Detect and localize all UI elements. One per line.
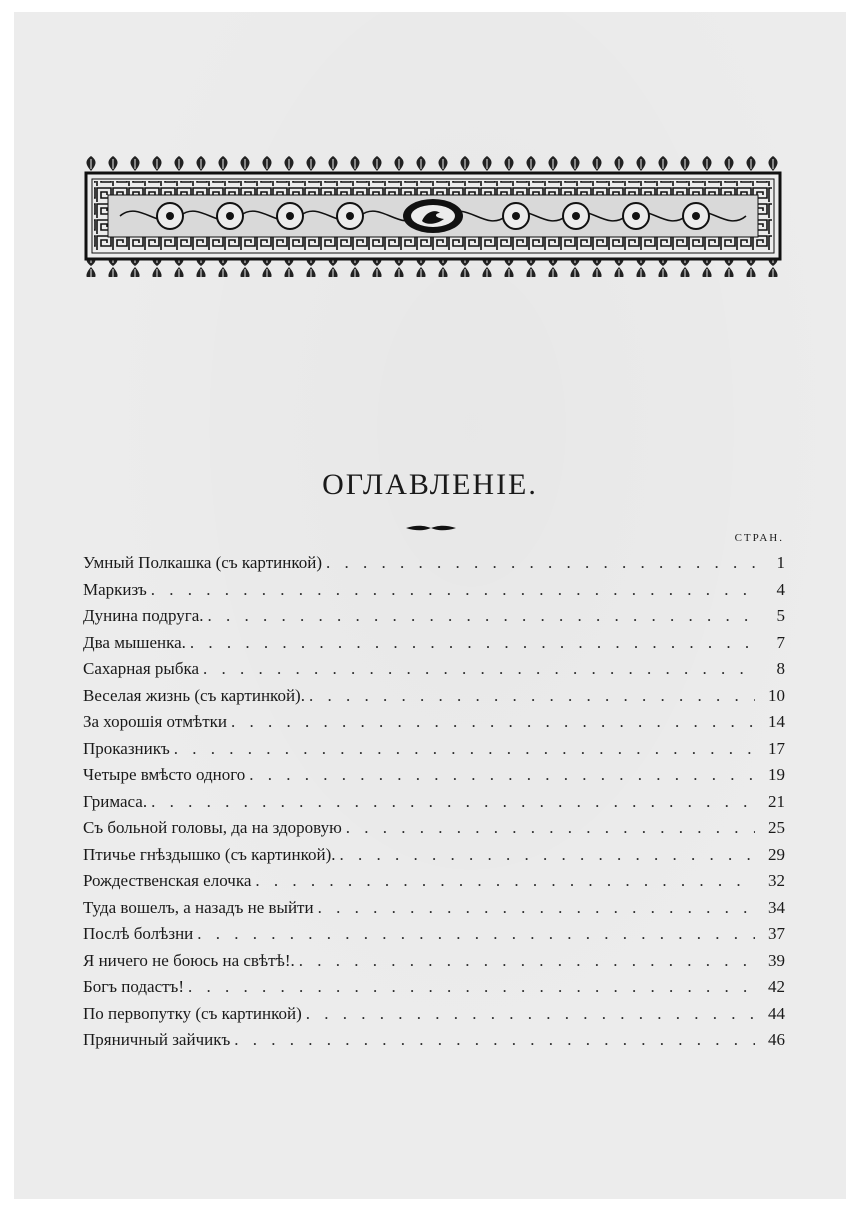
toc-entry xyxy=(83,1004,785,1031)
dot-leader xyxy=(151,580,755,600)
entry-title: Дунина подруга. xyxy=(83,606,204,625)
entry-title: Два мышенка. xyxy=(83,632,186,652)
toc-entry xyxy=(83,553,785,580)
entry-page: 4 xyxy=(776,579,785,599)
toc-entry xyxy=(83,1030,785,1057)
entry-title: Богъ подастъ! xyxy=(83,977,185,996)
toc-entry xyxy=(83,818,785,845)
toc-entry xyxy=(83,712,785,739)
toc-entry xyxy=(83,871,785,898)
entry-page: 29 xyxy=(768,844,785,864)
entry-page: 37 xyxy=(768,924,785,943)
entry-title: Рождественская елочка xyxy=(83,871,252,890)
entry-title: Умный Полкашка (съ картинкой) xyxy=(83,553,322,572)
entry-title: Маркизъ xyxy=(83,579,147,599)
dot-leader xyxy=(188,977,755,997)
dot-leader xyxy=(249,765,755,785)
entry-title: Я ничего не боюсь на свѣтѣ!. xyxy=(83,950,295,970)
entry-page: 1 xyxy=(776,553,785,572)
entry-page: 8 xyxy=(776,659,785,678)
toc-entry xyxy=(83,633,785,660)
page-title: ОГЛАВЛЕНIЕ. xyxy=(322,468,538,501)
entry-title: За хорошiя отмѣтки xyxy=(83,712,228,731)
entry-page: 42 xyxy=(768,977,785,996)
entry-page: 34 xyxy=(768,897,785,917)
dot-leader xyxy=(151,792,755,812)
toc-entry xyxy=(83,977,785,1004)
entry-title: Веселая жизнь (съ картинкой). xyxy=(83,685,305,705)
entry-page: 19 xyxy=(768,765,785,784)
entry-title: Съ больной головы, да на здоровую xyxy=(83,818,342,837)
toc-entry xyxy=(83,659,785,686)
toc-entry xyxy=(83,951,785,978)
toc-entry xyxy=(83,924,785,951)
entry-page: 32 xyxy=(768,871,785,890)
toc-entry xyxy=(83,845,785,872)
dot-leader xyxy=(190,633,755,653)
dot-leader xyxy=(309,686,755,706)
toc-entry xyxy=(83,686,785,713)
entry-page: 46 xyxy=(768,1030,785,1049)
entry-page: 17 xyxy=(768,738,785,758)
entry-page: 21 xyxy=(768,791,785,811)
entry-title: По первопутку (съ картинкой) xyxy=(83,1003,302,1023)
entry-title: Сахарная рыбка xyxy=(83,659,200,678)
entry-page: 7 xyxy=(776,632,785,652)
entry-page: 39 xyxy=(768,950,785,970)
page-column-header: СТРАН. xyxy=(734,532,784,544)
entry-page: 14 xyxy=(768,712,785,731)
toc-entry xyxy=(83,898,785,925)
entry-title: Гримаса. xyxy=(83,791,148,811)
dot-leader xyxy=(346,818,755,838)
dot-leader xyxy=(208,606,756,626)
dot-leader xyxy=(197,924,755,944)
title-divider xyxy=(406,522,456,534)
entry-page: 5 xyxy=(776,606,785,625)
table-of-contents xyxy=(83,553,785,1057)
dot-leader xyxy=(231,712,755,732)
entry-page: 44 xyxy=(768,1003,785,1023)
toc-entry xyxy=(83,580,785,607)
entry-title: Проказникъ xyxy=(83,738,170,758)
dot-leader xyxy=(255,871,755,891)
dot-leader xyxy=(299,951,755,971)
toc-entry xyxy=(83,606,785,633)
dot-leader xyxy=(203,659,755,679)
entry-title: Птичье гнѣздышко (съ картинкой). xyxy=(83,844,336,864)
entry-title: Пряничный зайчикъ xyxy=(83,1030,231,1049)
dot-leader xyxy=(174,739,755,759)
toc-entry xyxy=(83,792,785,819)
dot-leader xyxy=(306,1004,755,1024)
entry-title: Туда вошелъ, а назадъ не выйти xyxy=(83,897,314,917)
toc-entry xyxy=(83,739,785,766)
dot-leader xyxy=(326,553,755,573)
ornamental-header-band xyxy=(80,155,786,277)
dot-leader xyxy=(318,898,755,918)
entry-page: 10 xyxy=(768,685,785,705)
toc-entry xyxy=(83,765,785,792)
entry-title: Послѣ болѣзни xyxy=(83,924,194,943)
dot-leader xyxy=(234,1030,755,1050)
entry-page: 25 xyxy=(768,818,785,837)
entry-title: Четыре вмѣсто одного xyxy=(83,765,246,784)
dot-leader xyxy=(340,845,755,865)
